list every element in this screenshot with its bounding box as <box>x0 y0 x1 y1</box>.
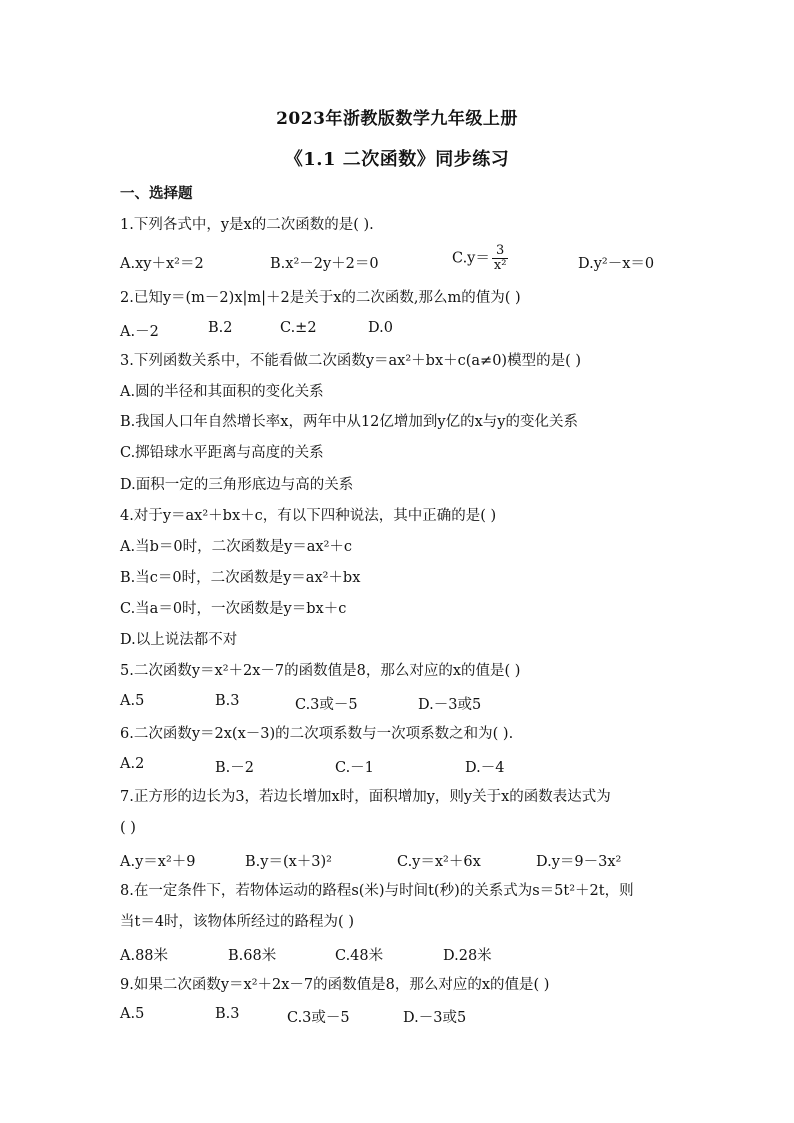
option-a: A.圆的半径和其面积的变化关系 <box>120 384 324 400</box>
question-3-stem: 3.下列函数关系中，不能看做二次函数y＝ax²＋bx＋c(a≠0)模型的是( ) <box>120 353 581 369</box>
option-a: A.88米 <box>120 948 169 964</box>
option-a: A.5 <box>120 1006 145 1022</box>
option-a: A.－2 <box>120 324 159 340</box>
option-c-prefix: C.y＝ <box>452 250 490 267</box>
option-b: B.68米 <box>228 948 277 964</box>
option-b: B.y＝(x＋3)² <box>245 854 332 870</box>
question-4-stem: 4.对于y＝ax²＋bx＋c，有以下四种说法，其中正确的是( ) <box>120 508 497 524</box>
question-8-stem: 8.在一定条件下，若物体运动的路程s(米)与时间t(秒)的关系式为s＝5t²＋2t，则 <box>120 883 634 899</box>
option-c: C.3或－5 <box>287 1010 350 1026</box>
option-d: D.面积一定的三角形底边与高的关系 <box>120 477 354 493</box>
question-9-options <box>120 1006 720 1042</box>
section-heading: 一、选择题 <box>120 185 193 202</box>
fraction <box>492 244 509 273</box>
question-7-stem: 7.正方形的边长为3，若边长增加x时，面积增加y，则y关于x的函数表达式为 <box>120 789 611 805</box>
option-d: D.y＝9－3x² <box>536 854 622 870</box>
question-5-stem: 5.二次函数y＝x²＋2x－7的函数值是8，那么对应的x的值是( ) <box>120 663 521 679</box>
option-b: B.2 <box>208 320 233 336</box>
question-9-stem: 9.如果二次函数y＝x²＋2x－7的函数值是8，那么对应的x的值是( ) <box>120 977 550 993</box>
option-a: A.xy＋x²＝2 <box>120 256 204 272</box>
option-d: D.以上说法都不对 <box>120 632 238 648</box>
option-d: D.－4 <box>465 760 505 776</box>
option-c: C.±2 <box>280 320 317 336</box>
fraction-denominator: x² <box>493 258 507 273</box>
option-b: B.x²－2y＋2＝0 <box>270 256 379 272</box>
option-b: B.3 <box>215 693 240 709</box>
question-1-options <box>120 244 720 280</box>
option-b: B.当c＝0时，二次函数是y＝ax²＋bx <box>120 570 361 586</box>
document-title: 2023年浙教版数学九年级上册 <box>276 109 518 129</box>
option-d: D.－3或5 <box>418 697 482 713</box>
option-b: B.我国人口年自然增长率x，两年中从12亿增加到y亿的x与y的变化关系 <box>120 414 578 430</box>
option-a: A.y＝x²＋9 <box>120 854 196 870</box>
option-d: D.－3或5 <box>403 1010 467 1026</box>
option-a: A.2 <box>120 756 145 772</box>
option-c: C.－1 <box>335 760 374 776</box>
option-c: C.当a＝0时，一次函数是y＝bx＋c <box>120 601 347 617</box>
question-7-stem-cont: ( ) <box>120 820 136 836</box>
option-d: D.y²－x＝0 <box>578 256 655 272</box>
option-c <box>452 244 508 273</box>
option-d: D.28米 <box>443 948 492 964</box>
option-c: C.3或－5 <box>295 697 358 713</box>
option-b: B.－2 <box>215 760 254 776</box>
question-8-stem-cont: 当t＝4时，该物体所经过的路程为( ) <box>120 914 354 930</box>
document-subtitle: 《1.1 二次函数》同步练习 <box>284 149 510 170</box>
question-6-stem: 6.二次函数y＝2x(x－3)的二次项系数与一次项系数之和为( ). <box>120 726 514 742</box>
option-a: A.5 <box>120 693 145 709</box>
option-b: B.3 <box>215 1006 240 1022</box>
question-1-stem: 1.下列各式中，y是x的二次函数的是( ). <box>120 217 374 233</box>
question-2-stem: 2.已知y＝(m－2)x|m|＋2是关于x的二次函数,那么m的值为( ) <box>120 290 521 306</box>
option-d: D.0 <box>368 320 393 336</box>
option-c: C.y＝x²＋6x <box>397 854 481 870</box>
option-c: C.掷铅球水平距离与高度的关系 <box>120 445 324 461</box>
fraction-numerator: 3 <box>492 244 509 259</box>
option-c: C.48米 <box>335 948 384 964</box>
option-a: A.当b＝0时，二次函数是y＝ax²＋c <box>120 539 353 555</box>
